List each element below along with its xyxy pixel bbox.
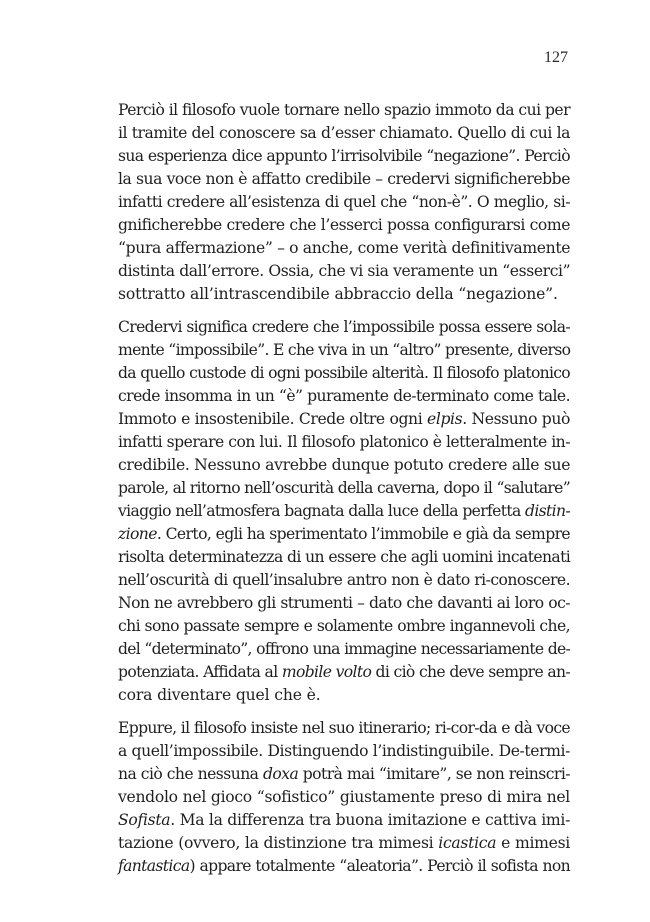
text-run: crede insomma in un “è” puramente de-terminato come tale.: [118, 387, 570, 405]
italic-text: elpis: [427, 410, 463, 428]
text-run: infatti credere all’esistenza di quel che “non-è”. O meglio, si-: [118, 193, 570, 211]
text-line: [118, 855, 570, 878]
text-line: [118, 763, 570, 786]
text-line: [118, 316, 570, 339]
text-line: [118, 122, 570, 145]
text-run: . Ma la differenza tra buona imitazione e cattiva imi-: [170, 811, 571, 829]
text-line: [118, 168, 570, 191]
text-run: sua esperienza dice appunto l’irrisolvibile “negazione”. Perciò: [118, 147, 570, 165]
text-run: vendolo nel gioco “sofistico” giustamente preso di mira nel: [118, 788, 570, 806]
text-line: [118, 592, 570, 615]
body-text: [118, 99, 570, 888]
text-line: [118, 385, 570, 408]
text-run: credibile. Nessuno avrebbe dunque potuto credere alle sue: [118, 456, 571, 474]
text-run: “pura affermazione” – o anche, come verità definitivamente: [118, 239, 571, 257]
text-run: e mimesi: [496, 834, 570, 852]
text-run: parole, al ritorno nell’oscurità della caverna, dopo il “salutare”: [118, 479, 570, 497]
text-line: [118, 500, 570, 523]
text-run: a quell’impossibile. Distinguendo l’indistinguibile. De-termi-: [118, 742, 570, 760]
italic-text: doxa: [262, 765, 299, 783]
text-run: potrà mai “imitare”, se non reinscri-: [298, 765, 570, 783]
text-line: [118, 717, 570, 740]
text-line: [118, 362, 570, 385]
paragraph: [118, 717, 570, 878]
text-run: gnificherebbe credere che l’esserci possa configurarsi come: [118, 216, 570, 234]
text-line: [118, 283, 570, 306]
text-line: [118, 431, 570, 454]
paragraph: [118, 316, 570, 707]
text-line: [118, 638, 570, 661]
text-line: [118, 661, 570, 684]
text-line: [118, 523, 570, 546]
text-line: [118, 615, 570, 638]
paragraph: [118, 99, 570, 306]
text-run: chi sono passate sempre e solamente ombre ingannevoli che,: [118, 617, 570, 635]
text-line: [118, 408, 570, 431]
text-run: cora diventare quel che è.: [118, 686, 321, 704]
italic-text: Sofista: [118, 811, 171, 829]
text-line: [118, 454, 570, 477]
text-line: [118, 477, 570, 500]
text-run: . Nessuno può: [462, 410, 570, 428]
text-run: viaggio nell’atmosfera bagnata dalla luce della perfetta: [118, 502, 525, 520]
text-line: [118, 145, 570, 168]
text-line: [118, 214, 570, 237]
italic-text: mobile volto: [281, 663, 372, 681]
text-run: Credervi significa credere che l’impossibile possa essere sola-: [118, 318, 570, 336]
text-run: risolta determinatezza di un essere che agli uomini incatenati: [118, 548, 571, 566]
text-run: Perciò il filosofo vuole tornare nello spazio immoto da cui per: [118, 101, 570, 119]
text-line: [118, 740, 570, 763]
text-run: il tramite del conoscere sa d’esser chiamato. Quello di cui la: [118, 124, 570, 142]
text-run: nell’oscurità di quell’insalubre antro non è dato ri-conoscere.: [118, 571, 570, 589]
text-run: Eppure, il filosofo insiste nel suo itinerario; ri-cor-da e dà voce: [118, 719, 570, 737]
text-run: sottratto all’intrascendibile abbraccio della “negazione”.: [118, 285, 558, 303]
text-line: [118, 237, 570, 260]
text-run: mente “impossibile”. E che viva in un “altro” presente, diverso: [118, 341, 571, 359]
text-run: del “determinato”, offrono una immagine necessariamente de-: [118, 640, 570, 658]
text-run: la sua voce non è affatto credibile – credervi significherebbe: [118, 170, 570, 188]
text-line: [118, 260, 570, 283]
text-line: [118, 191, 570, 214]
text-line: [118, 99, 570, 122]
text-line: [118, 339, 570, 362]
text-run: na ciò che nessuna: [118, 765, 263, 783]
text-run: Non ne avrebbero gli strumenti – dato che davanti ai loro oc-: [118, 594, 570, 612]
text-line: [118, 832, 570, 855]
text-run: distinta dall’errore. Ossia, che vi sia veramente un “esserci”: [118, 262, 571, 280]
text-run: tazione (ovvero, la distinzione tra mimesi: [118, 834, 439, 852]
text-run: Immoto e insostenibile. Crede oltre ogni: [118, 410, 428, 428]
italic-text: icastica: [438, 834, 497, 852]
italic-text: zione: [118, 525, 157, 543]
text-run: infatti sperare con lui. Il filosofo platonico è letteralmente in-: [118, 433, 570, 451]
text-run: . Certo, egli ha sperimentato l’immobile e già da sempre: [156, 525, 571, 543]
text-run: ) appare totalmente “aleatoria”. Perciò il sofista non: [189, 857, 570, 875]
text-line: [118, 786, 570, 809]
text-run: potenziata. Affidata al: [118, 663, 282, 681]
italic-text: fantastica: [118, 857, 190, 875]
italic-text: distin-: [525, 502, 570, 520]
text-line: [118, 684, 570, 707]
text-line: [118, 546, 570, 569]
text-line: [118, 809, 570, 832]
text-run: di ciò che deve sempre an-: [371, 663, 571, 681]
page-number: 127: [544, 49, 568, 66]
text-run: da quello custode di ogni possibile alterità. Il filosofo platonico: [118, 364, 570, 382]
text-line: [118, 569, 570, 592]
